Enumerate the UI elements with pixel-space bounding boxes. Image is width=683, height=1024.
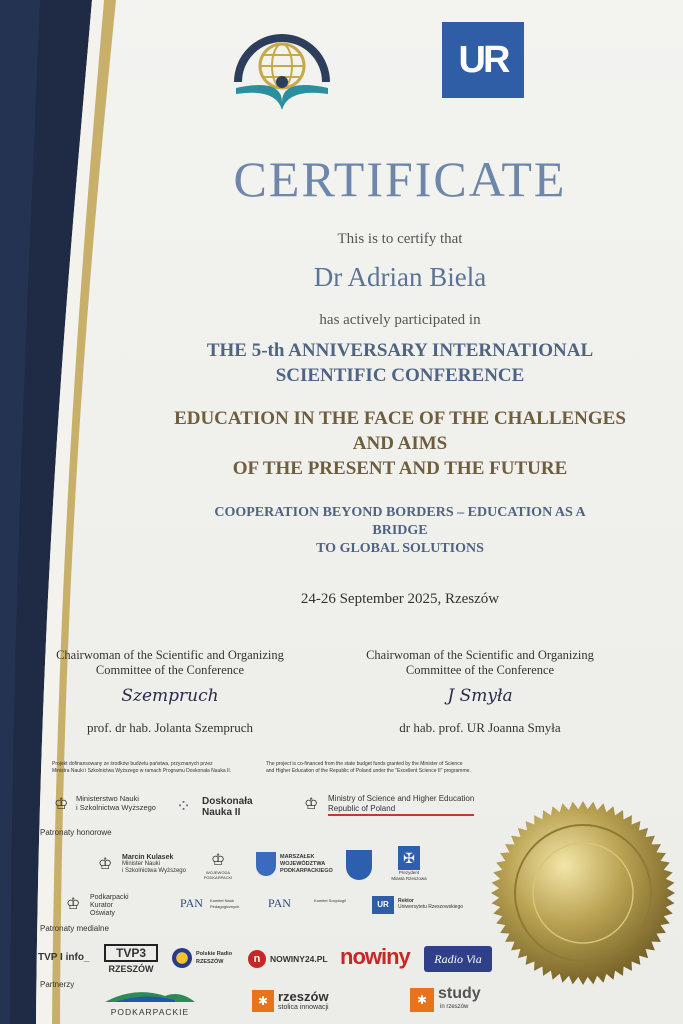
certificate-title: CERTIFICATE (233, 151, 567, 207)
subtheme-line1: COOPERATION BEYOND BORDERS – EDUCATION AS A (214, 505, 586, 520)
subtheme-line3: TO GLOBAL SOLUTIONS (316, 541, 484, 556)
polskie-radio-logo (172, 948, 242, 976)
theme-line3: OF THE PRESENT AND THE FUTURE (232, 458, 568, 479)
pan1-sub: Komitet Nauk Pedagogicznych (210, 898, 240, 909)
star-icon: ✱ (252, 990, 274, 1012)
date-place: 24-26 September 2025, Rzeszów (300, 591, 500, 607)
ur-mini-icon: UR (372, 896, 394, 914)
eagle-icon: ♔ (304, 796, 319, 813)
kulasek-line3: i Szkolnictwa Wyższego (122, 868, 186, 874)
funding-note-english (266, 761, 526, 775)
tvp3-text: TVP3 (104, 944, 158, 962)
prezydent-line2: Miasta Rzeszowa (391, 876, 427, 881)
study-in-rzeszow-logo (410, 985, 496, 1018)
marszalek-line2: WOJEWÓDZTWA (280, 861, 326, 867)
tvp-info-logo: TVP I info_ (38, 952, 90, 963)
theme-line2: AND AIMS (352, 433, 448, 454)
kulasek-line2: Minister Nauki (122, 861, 161, 867)
marszalek-line1: MARSZAŁEK (280, 854, 315, 860)
right-signature: J Smyła (447, 686, 513, 706)
marszalek-logo (256, 852, 336, 884)
gold-seal (488, 798, 678, 988)
subtheme-line2: BRIDGE (372, 523, 428, 538)
ministry-pl-line1: Ministerstwo Nauki (76, 794, 139, 803)
pan2-sub: Komitet Socjologii (314, 898, 346, 903)
left-signature: Szempruch (121, 686, 219, 706)
tvp3-sub: RZESZÓW (108, 964, 154, 974)
funding-pl-line1: Projekt dofinansowany ze środków budżetu państwa, przyznanych przez (52, 761, 213, 767)
rzeszow-innovation-logo (252, 990, 348, 1018)
rzeszow-line1: rzeszów (278, 989, 329, 1004)
theme-line1: EDUCATION IN THE FACE OF THE CHALLENGES (174, 408, 626, 429)
pan1-text: PAN (180, 896, 203, 910)
coat-of-arms-icon (346, 850, 372, 880)
right-role-line1: Chairwoman of the Scientific and Organizing (366, 648, 594, 662)
kurator-line1: Podkarpacki (90, 894, 129, 901)
kulasek-logo (98, 852, 198, 884)
right-signatory-name: dr hab. prof. UR Joanna Smyła (399, 720, 561, 735)
marszalek-line3: PODKARPACKIEGO (280, 868, 333, 874)
certify-line: This is to certify that (337, 231, 463, 247)
wojewoda-logo (198, 850, 238, 886)
prezydent-line1: Prezydent (398, 870, 420, 875)
eagle-icon: ♔ (66, 896, 81, 913)
funding-note-polish (52, 761, 257, 775)
participation-line: has actively participated in (319, 312, 481, 328)
prezydent-logo (384, 846, 434, 886)
conference-title-line1: THE 5-th ANNIVERSARY INTERNATIONAL (206, 340, 594, 361)
ministry-pl-logo (54, 792, 164, 820)
left-role-line2: Committee of the Conference (95, 663, 245, 677)
ur-logo-text: UR (458, 38, 508, 81)
kurator-line2: Kurator (90, 902, 113, 909)
radio-icon (172, 948, 192, 968)
ministry-en-logo (304, 792, 494, 820)
polskie-radio-line2: RZESZÓW (196, 959, 224, 965)
conference-title-line2: SCIENTIFIC CONFERENCE (275, 365, 525, 386)
right-signature-block (362, 648, 598, 736)
star-icon: ✱ (410, 988, 434, 1012)
n-icon: n (248, 950, 266, 968)
recipient-name: Dr Adrian Biela (313, 262, 487, 292)
left-signature-block (52, 648, 288, 736)
rzeszow-line2: stolica innowacji (278, 1004, 329, 1011)
kurator-line3: Oświaty (90, 910, 115, 917)
shield-icon (256, 852, 276, 876)
rektor-line1: Rektor (398, 898, 414, 904)
left-signatory-name: prof. dr hab. Jolanta Szempruch (86, 720, 254, 735)
patronaty-honorowe-label: Patronaty honorowe (40, 828, 112, 837)
ministry-en-line1: Ministry of Science and Higher Education (328, 794, 475, 803)
pan-sociology-logo (268, 896, 348, 922)
study-line1: study (438, 985, 481, 1002)
nowiny-logo: nowiny (340, 944, 410, 969)
left-role-line1: Chairwoman of the Scientific and Organizing (56, 648, 284, 662)
nowiny24-text: NOWINY24.PL (270, 954, 328, 964)
cross-icon: ✠ (398, 846, 420, 870)
kurator-logo (66, 892, 166, 922)
pan-pedagogical-logo (180, 896, 260, 922)
nowiny24-logo (248, 950, 334, 972)
hills-icon (105, 986, 195, 1002)
ministry-en-line2: Republic of Poland (328, 804, 396, 813)
seal-edge (491, 801, 675, 985)
podkarpackie-text: PODKARPACKIE (110, 1007, 190, 1017)
ur-university-logo (442, 22, 524, 98)
eagle-icon: ♔ (210, 852, 226, 869)
kulasek-line1: Marcin Kulasek (122, 854, 174, 861)
doskonala-nauka-logo (176, 794, 266, 822)
funding-en-line2: and Higher Education of the Republic of Poland under the "Excellent Science II" programme. (266, 768, 471, 774)
conference-globe-book-logo (228, 22, 336, 114)
wojewoda-text: WOJEWODA PODKARPACKI (203, 870, 233, 880)
doskonala-line1: Doskonała (202, 796, 253, 807)
patronaty-medialne-label: Patronaty medialne (40, 924, 109, 933)
funding-pl-line2: Ministra Nauki i Szkolnictwa Wyższego w ramach Programu Doskonała Nauka II. (52, 768, 232, 774)
eagle-icon: ♔ (54, 796, 69, 813)
study-line2: in rzeszów (440, 1004, 469, 1010)
eagle-icon: ♔ (98, 856, 113, 873)
rektor-logo (372, 896, 472, 922)
dots-icon: ⁘ (176, 796, 192, 816)
partnerzy-label: Partnerzy (40, 980, 75, 989)
doskonala-line2: Nauka II (202, 807, 241, 818)
podkarpackie-logo (102, 986, 198, 1018)
right-role-line2: Committee of the Conference (405, 663, 555, 677)
ministry-pl-line2: i Szkolnictwa Wyższego (76, 803, 156, 812)
funding-en-line1: The project is co-financed from the state budget funds granted by the Minister of Science (266, 761, 463, 767)
tvp3-logo (104, 944, 158, 980)
rektor-line2: Uniwersytetu Rzeszowskiego (398, 904, 464, 910)
polskie-radio-line1: Polskie Radio (196, 951, 233, 957)
radio-via-logo: Radio Via (424, 946, 492, 972)
pan2-text: PAN (268, 896, 291, 910)
